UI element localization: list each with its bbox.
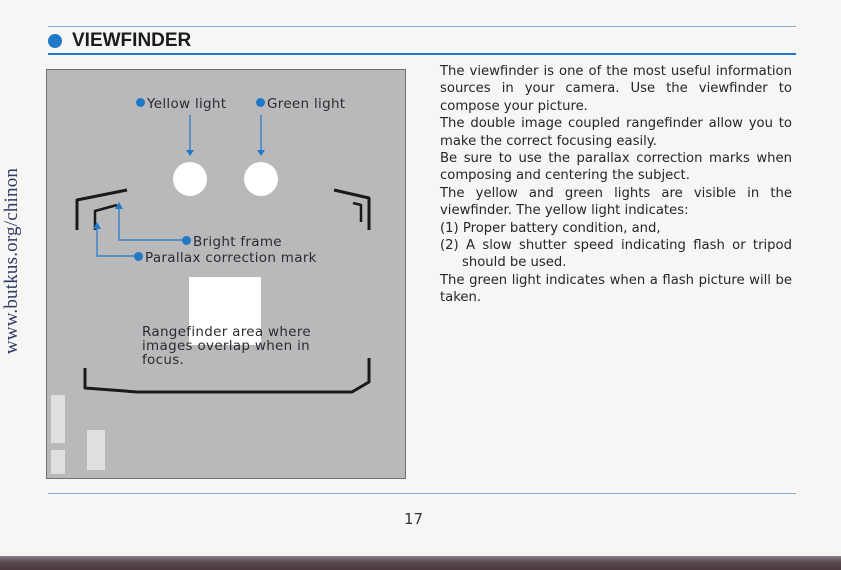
- header-underline: [48, 53, 796, 55]
- viewfinder-illustration: [46, 69, 406, 479]
- list-item: (1) Proper battery condition, and,: [440, 220, 661, 236]
- paragraph: Be sure to use the parallax correction marks when composing and centering the subject.: [440, 151, 792, 184]
- body-text: [440, 63, 792, 307]
- yellow-light-label: [136, 96, 226, 112]
- bullet-icon: [182, 236, 191, 245]
- bright-frame-text: Bright frame: [193, 234, 282, 250]
- page-number: 17: [404, 510, 424, 528]
- watermark-text: www.butkus.org/chinon: [1, 167, 22, 355]
- viewfinder-frame-lines: [47, 70, 406, 479]
- bullet-icon: [256, 98, 265, 107]
- scan-edge: [0, 556, 841, 570]
- paragraph: The green light indicates when a flash picture will be taken.: [440, 272, 792, 306]
- green-light-text: Green light: [267, 96, 346, 112]
- bullet-icon: [136, 98, 145, 107]
- bottom-divider: [48, 493, 796, 494]
- yellow-light-text: Yellow light: [147, 96, 227, 112]
- paragraph: The yellow and green lights are visible in the viewfinder. The yellow light indicates:: [440, 185, 792, 219]
- rangefinder-caption: [142, 325, 311, 367]
- bright-frame-label: [182, 234, 282, 250]
- paragraph: The viewfinder is one of the most useful information sources in your camera. Use the viewfinder to compose your picture.: [440, 64, 792, 114]
- yellow-light-indicator: [173, 162, 207, 196]
- rangefinder-caption-line: images overlap when in: [142, 338, 311, 354]
- list-item: (2) A slow shutter speed indicating flash or tripod should be used.: [440, 238, 792, 271]
- top-divider: [48, 26, 796, 27]
- rangefinder-caption-line: focus.: [142, 352, 185, 368]
- bullet-icon: [134, 252, 143, 261]
- paragraph: The double image coupled rangefinder allow you to make the correct focusing easily.: [440, 116, 792, 149]
- section-title: VIEWFINDER: [72, 30, 192, 51]
- rangefinder-caption-line: Rangefinder area where: [142, 324, 312, 340]
- parallax-mark-label: [134, 250, 317, 266]
- green-light-label: [256, 96, 345, 112]
- section-bullet-icon: [48, 34, 62, 48]
- parallax-mark-text: Parallax correction mark: [145, 250, 317, 266]
- green-light-indicator: [244, 162, 278, 196]
